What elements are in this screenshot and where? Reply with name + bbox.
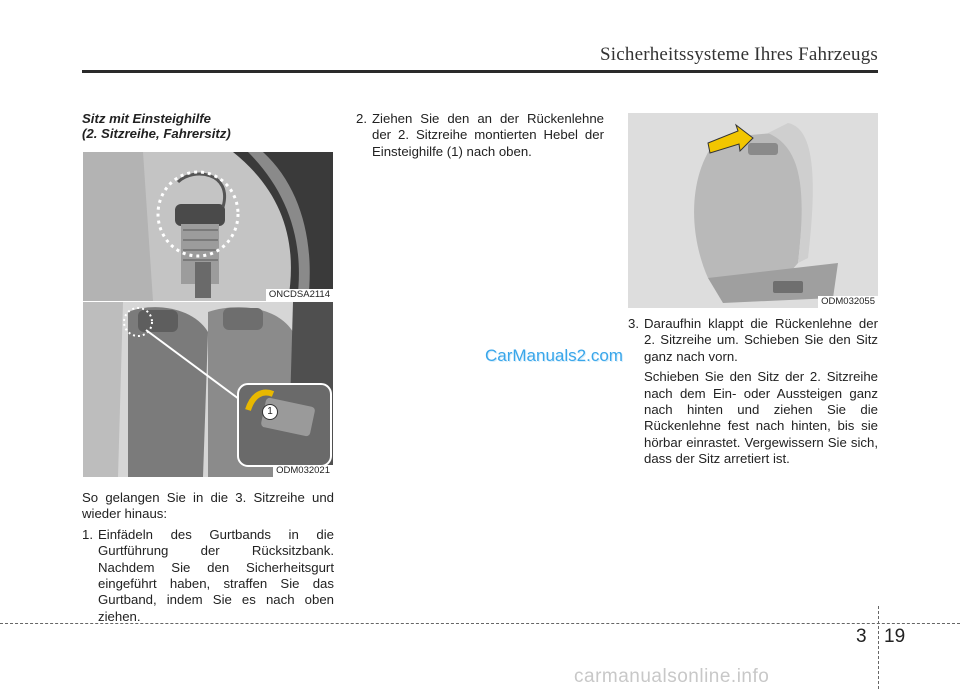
footer-rule: [0, 623, 960, 624]
figure-code-label: ODM032055: [818, 296, 878, 308]
seat-fold-illustration: [628, 113, 878, 308]
step-number: 3.: [628, 316, 639, 331]
column-left-body: [82, 490, 334, 625]
column-right-body: [628, 316, 878, 468]
column-middle: [356, 111, 604, 160]
step-text: Ziehen Sie den an der Rückenlehne der 2. Sitzreihe montierten Hebel der Einsteighilfe (1) nach oben.: [372, 111, 604, 159]
seatbelt-guide-illustration: [83, 152, 333, 301]
figure-seatbelt-guide: [83, 152, 333, 301]
callout-marker: 1: [262, 404, 278, 420]
section-title: [82, 111, 334, 141]
figure-code-label: ONCDSA2114: [266, 289, 333, 301]
bottom-watermark: carmanualsonline.info: [574, 666, 770, 687]
step-text: Einfädeln des Gurtbands in die Gurtführung der Rücksitzbank. Nachdem Sie den Sicherheitsgurt eingeführt haben, straffen Sie das Gurtband, indem Sie es nach oben ziehen.: [98, 526, 334, 624]
step-item: [82, 527, 334, 625]
chapter-header-title: Sicherheitssysteme Ihres Fahrzeugs: [599, 44, 878, 65]
rear-seat-illustration: [83, 302, 333, 477]
step-extra-text: Schieben Sie den Sitz der 2. Sitzreihe nach dem Ein- oder Aussteigen ganz nach hinten und ziehen Sie die Rückenlehne fest nach hinten, bis sie hörbar einrastet. Vergewissern Sie sich, dass der Sitz arretiert ist.: [644, 369, 878, 467]
step-number: 2.: [356, 111, 367, 126]
section-title-line2: (2. Sitzreihe, Fahrersitz): [82, 126, 231, 141]
step-number: 1.: [82, 526, 93, 542]
chapter-number: 3: [856, 626, 867, 647]
figure-code-label: ODM032021: [273, 465, 333, 477]
intro-paragraph: So gelangen Sie in die 3. Sitzreihe und wieder hinaus:: [82, 490, 334, 522]
page-number: 19: [884, 626, 906, 647]
column-left: [82, 111, 334, 141]
figure-seat-fold: [628, 113, 878, 308]
footer-divider: [878, 606, 879, 689]
step-item: [628, 316, 878, 468]
header-rule: [82, 70, 878, 73]
watermark-text: CarManuals2.com: [485, 346, 623, 365]
step-item: [356, 111, 604, 160]
section-title-line1: Sitz mit Einsteighilfe: [82, 111, 211, 126]
step-text: Daraufhin klappt die Rückenlehne der 2. Sitzreihe um. Schieben Sie den Sitz ganz nach vorn.: [644, 316, 878, 364]
figure-rear-seat: [83, 302, 333, 477]
